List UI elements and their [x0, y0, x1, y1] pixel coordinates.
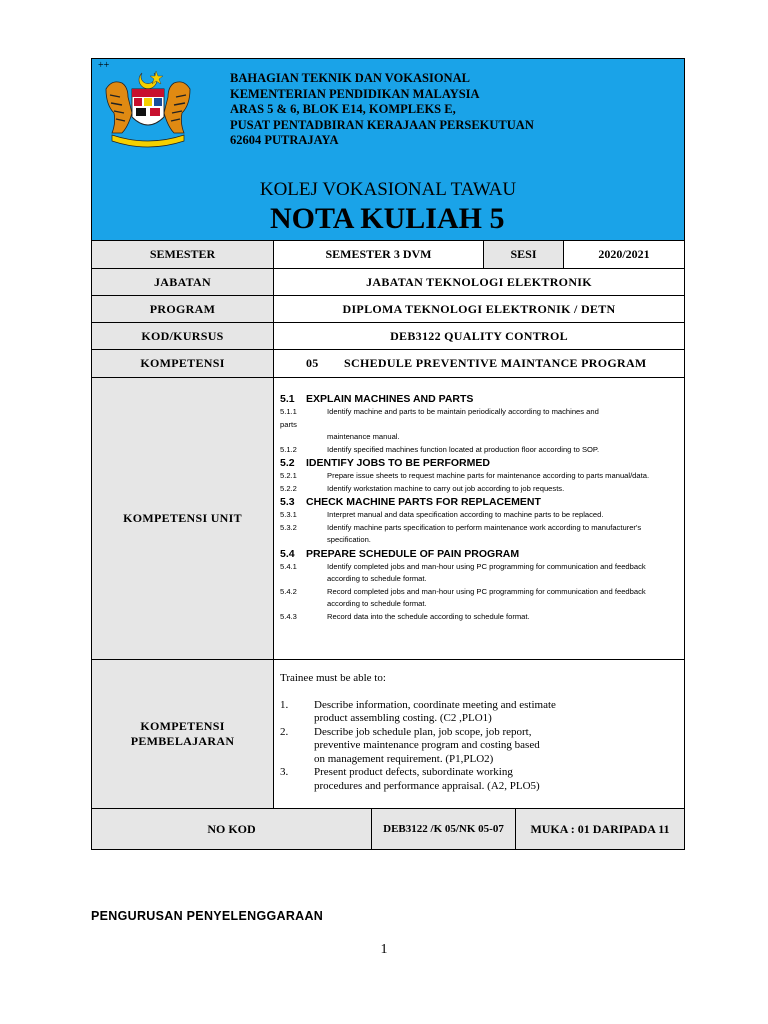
unit-item-number: 5.4.2: [280, 586, 297, 596]
unit-item: [280, 522, 674, 547]
address-line: 62604 PUTRAJAYA: [230, 133, 339, 147]
learning-item-number: 3.: [280, 766, 289, 778]
learning-item-text: Describe information, coordinate meeting and estimate: [314, 698, 556, 711]
unit-item-text: Identify machine and parts to be maintain periodically according to machines and: [327, 407, 599, 416]
unit-heading-number: 5.1: [280, 393, 295, 405]
kompetensi-pembelajaran-label-line: KOMPETENSI: [140, 719, 225, 733]
unit-item-text: Record completed jobs and man-hour using PC programming for communication and feedback according to schedule format.: [327, 586, 646, 608]
kompetensi-label: KOMPETENSI: [92, 350, 274, 377]
ministry-address: [230, 71, 534, 149]
kompetensi-pembelajaran-label: [92, 660, 274, 808]
unit-heading-text: EXPLAIN MACHINES AND PARTS: [306, 393, 474, 405]
learning-item-text: Present product defects, subordinate working: [314, 766, 513, 778]
unit-item: [280, 470, 674, 483]
unit-heading-text: PREPARE SCHEDULE OF PAIN PROGRAM: [306, 547, 520, 560]
unit-item-text: Record data into the schedule according to schedule format.: [327, 611, 530, 621]
sesi-label: SESI: [484, 241, 564, 268]
program-label: PROGRAM: [92, 296, 274, 322]
unit-heading: [280, 496, 674, 508]
kod-kursus-value: DEB3122 QUALITY CONTROL: [390, 328, 568, 343]
unit-item: [280, 406, 674, 419]
semester-label: SEMESTER: [92, 241, 274, 268]
unit-heading-number: 5.4: [280, 547, 295, 560]
unit-item: [280, 586, 674, 611]
learning-item-continued: [280, 739, 674, 753]
header-banner: [92, 59, 684, 241]
unit-item-number: 5.4.3: [280, 611, 297, 621]
kompetensi-unit-row: [92, 378, 684, 660]
unit-item-number: 5.4.1: [280, 561, 297, 571]
address-line: PUSAT PENTADBIRAN KERAJAAN PERSEKUTUAN: [230, 117, 534, 132]
unit-item: [280, 509, 674, 522]
unit-item: [280, 483, 674, 496]
kompetensi-row: [92, 350, 684, 378]
semester-row: [92, 241, 684, 269]
kod-kursus-row: [92, 323, 684, 350]
learning-item-text: on management requirement. (P1,PLO2): [314, 752, 494, 765]
kompetensi-number: 05: [306, 356, 319, 370]
learning-item-text: product assembling costing. (C2 ,PLO1): [314, 712, 492, 724]
unit-item-text: maintenance manual.: [327, 432, 400, 441]
unit-item-text: Identify workstation machine to carry out job according to job requests.: [327, 483, 565, 493]
kod-kursus-label: KOD/KURSUS: [92, 323, 274, 349]
jabatan-row: [92, 269, 684, 296]
unit-item-continued: [280, 431, 674, 444]
unit-item-number: 5.1.2: [280, 444, 297, 454]
address-line: ARAS 5 & 6, BLOK E14, KOMPLEKS E,: [230, 102, 456, 116]
learning-item-continued: [280, 780, 674, 794]
unit-item: [280, 611, 674, 624]
unit-item-text: Identify machine parts specification to perform maintenance work according to manufacturer's specification.: [327, 522, 642, 544]
unit-item-text: Identify specified machines function located at production floor according to SOP.: [327, 444, 600, 454]
unit-item-number: 5.3.2: [280, 522, 297, 532]
no-kod-row: [92, 809, 684, 849]
unit-heading-text: CHECK MACHINE PARTS FOR REPLACEMENT: [306, 496, 541, 508]
address-line: KEMENTERIAN PENDIDIKAN MALAYSIA: [230, 86, 480, 101]
unit-heading: [280, 393, 674, 405]
unit-item-number: 5.1.1: [280, 407, 297, 416]
unit-heading: [280, 548, 674, 560]
unit-item-text: Prepare issue sheets to request machine parts for maintenance according to parts manual/data.: [327, 471, 650, 480]
kompetensi-value-wrap: [274, 350, 684, 377]
page-number: 1: [380, 942, 388, 957]
address-line: BAHAGIAN TEKNIK DAN VOKASIONAL: [230, 71, 470, 85]
unit-item-continued: [280, 419, 674, 432]
learning-item-continued: [280, 712, 674, 726]
jabatan-label: JABATAN: [92, 269, 274, 295]
unit-heading-number: 5.3: [280, 496, 295, 508]
learning-intro: Trainee must be able to:: [280, 672, 386, 684]
unit-item: [280, 561, 674, 586]
unit-heading-number: 5.2: [280, 457, 295, 469]
unit-item-number: 5.2.2: [280, 483, 297, 493]
unit-item-text: Identify completed jobs and man-hour using PC programming for communication and feedback according to schedule format.: [327, 561, 646, 583]
document-title: NOTA KULIAH 5: [270, 202, 505, 235]
learning-item-text: procedures and performance appraisal. (A2, PLO5): [314, 779, 540, 792]
unit-item-number: 5.3.1: [280, 510, 297, 519]
no-kod-value: DEB3122 /K 05/NK 05-07: [372, 809, 516, 849]
sesi-value: 2020/2021: [598, 247, 650, 261]
unit-item-text: parts: [280, 419, 297, 429]
kompetensi-pembelajaran-label-line: PEMBELAJARAN: [130, 734, 235, 748]
unit-item: [280, 444, 674, 457]
learning-outcomes: [274, 660, 684, 808]
learning-item: [280, 726, 674, 740]
learning-item: [280, 766, 674, 780]
section-title: PENGURUSAN PENYELENGGARAAN: [91, 909, 324, 923]
program-value: DIPLOMA TEKNOLOGI ELEKTRONIK / DETN: [342, 301, 616, 316]
coat-of-arms-emblem: [98, 67, 198, 149]
unit-item-text: Interpret manual and data specification according to machine parts to be replaced.: [327, 510, 604, 519]
kompetensi-value: SCHEDULE PREVENTIVE MAINTANCE PROGRAM: [344, 356, 647, 370]
unit-item-number: 5.2.1: [280, 471, 297, 480]
page-count: MUKA : 01 DARIPADA 11: [516, 809, 684, 849]
learning-item: [280, 699, 674, 713]
semester-value: SEMESTER 3 DVM: [274, 241, 484, 268]
kompetensi-pembelajaran-row: [92, 660, 684, 809]
plus-mark: ++: [98, 60, 110, 71]
jabatan-value: JABATAN TEKNOLOGI ELEKTRONIK: [366, 274, 592, 289]
kompetensi-unit-label: KOMPETENSI UNIT: [92, 378, 274, 659]
college-name: KOLEJ VOKASIONAL TAWAU: [259, 179, 517, 200]
program-row: [92, 296, 684, 323]
unit-heading: [280, 457, 674, 469]
learning-item-number: 2.: [280, 725, 289, 738]
learning-item-number: 1.: [280, 698, 289, 711]
no-kod-label: NO KOD: [92, 809, 372, 849]
unit-list: [274, 378, 684, 659]
learning-item-continued: [280, 753, 674, 767]
document-form: [91, 58, 685, 850]
learning-item-text: Describe job schedule plan, job scope, job report,: [314, 725, 532, 738]
learning-item-text: preventive maintenance program and costing based: [314, 739, 540, 751]
unit-heading-text: IDENTIFY JOBS TO BE PERFORMED: [306, 457, 490, 469]
